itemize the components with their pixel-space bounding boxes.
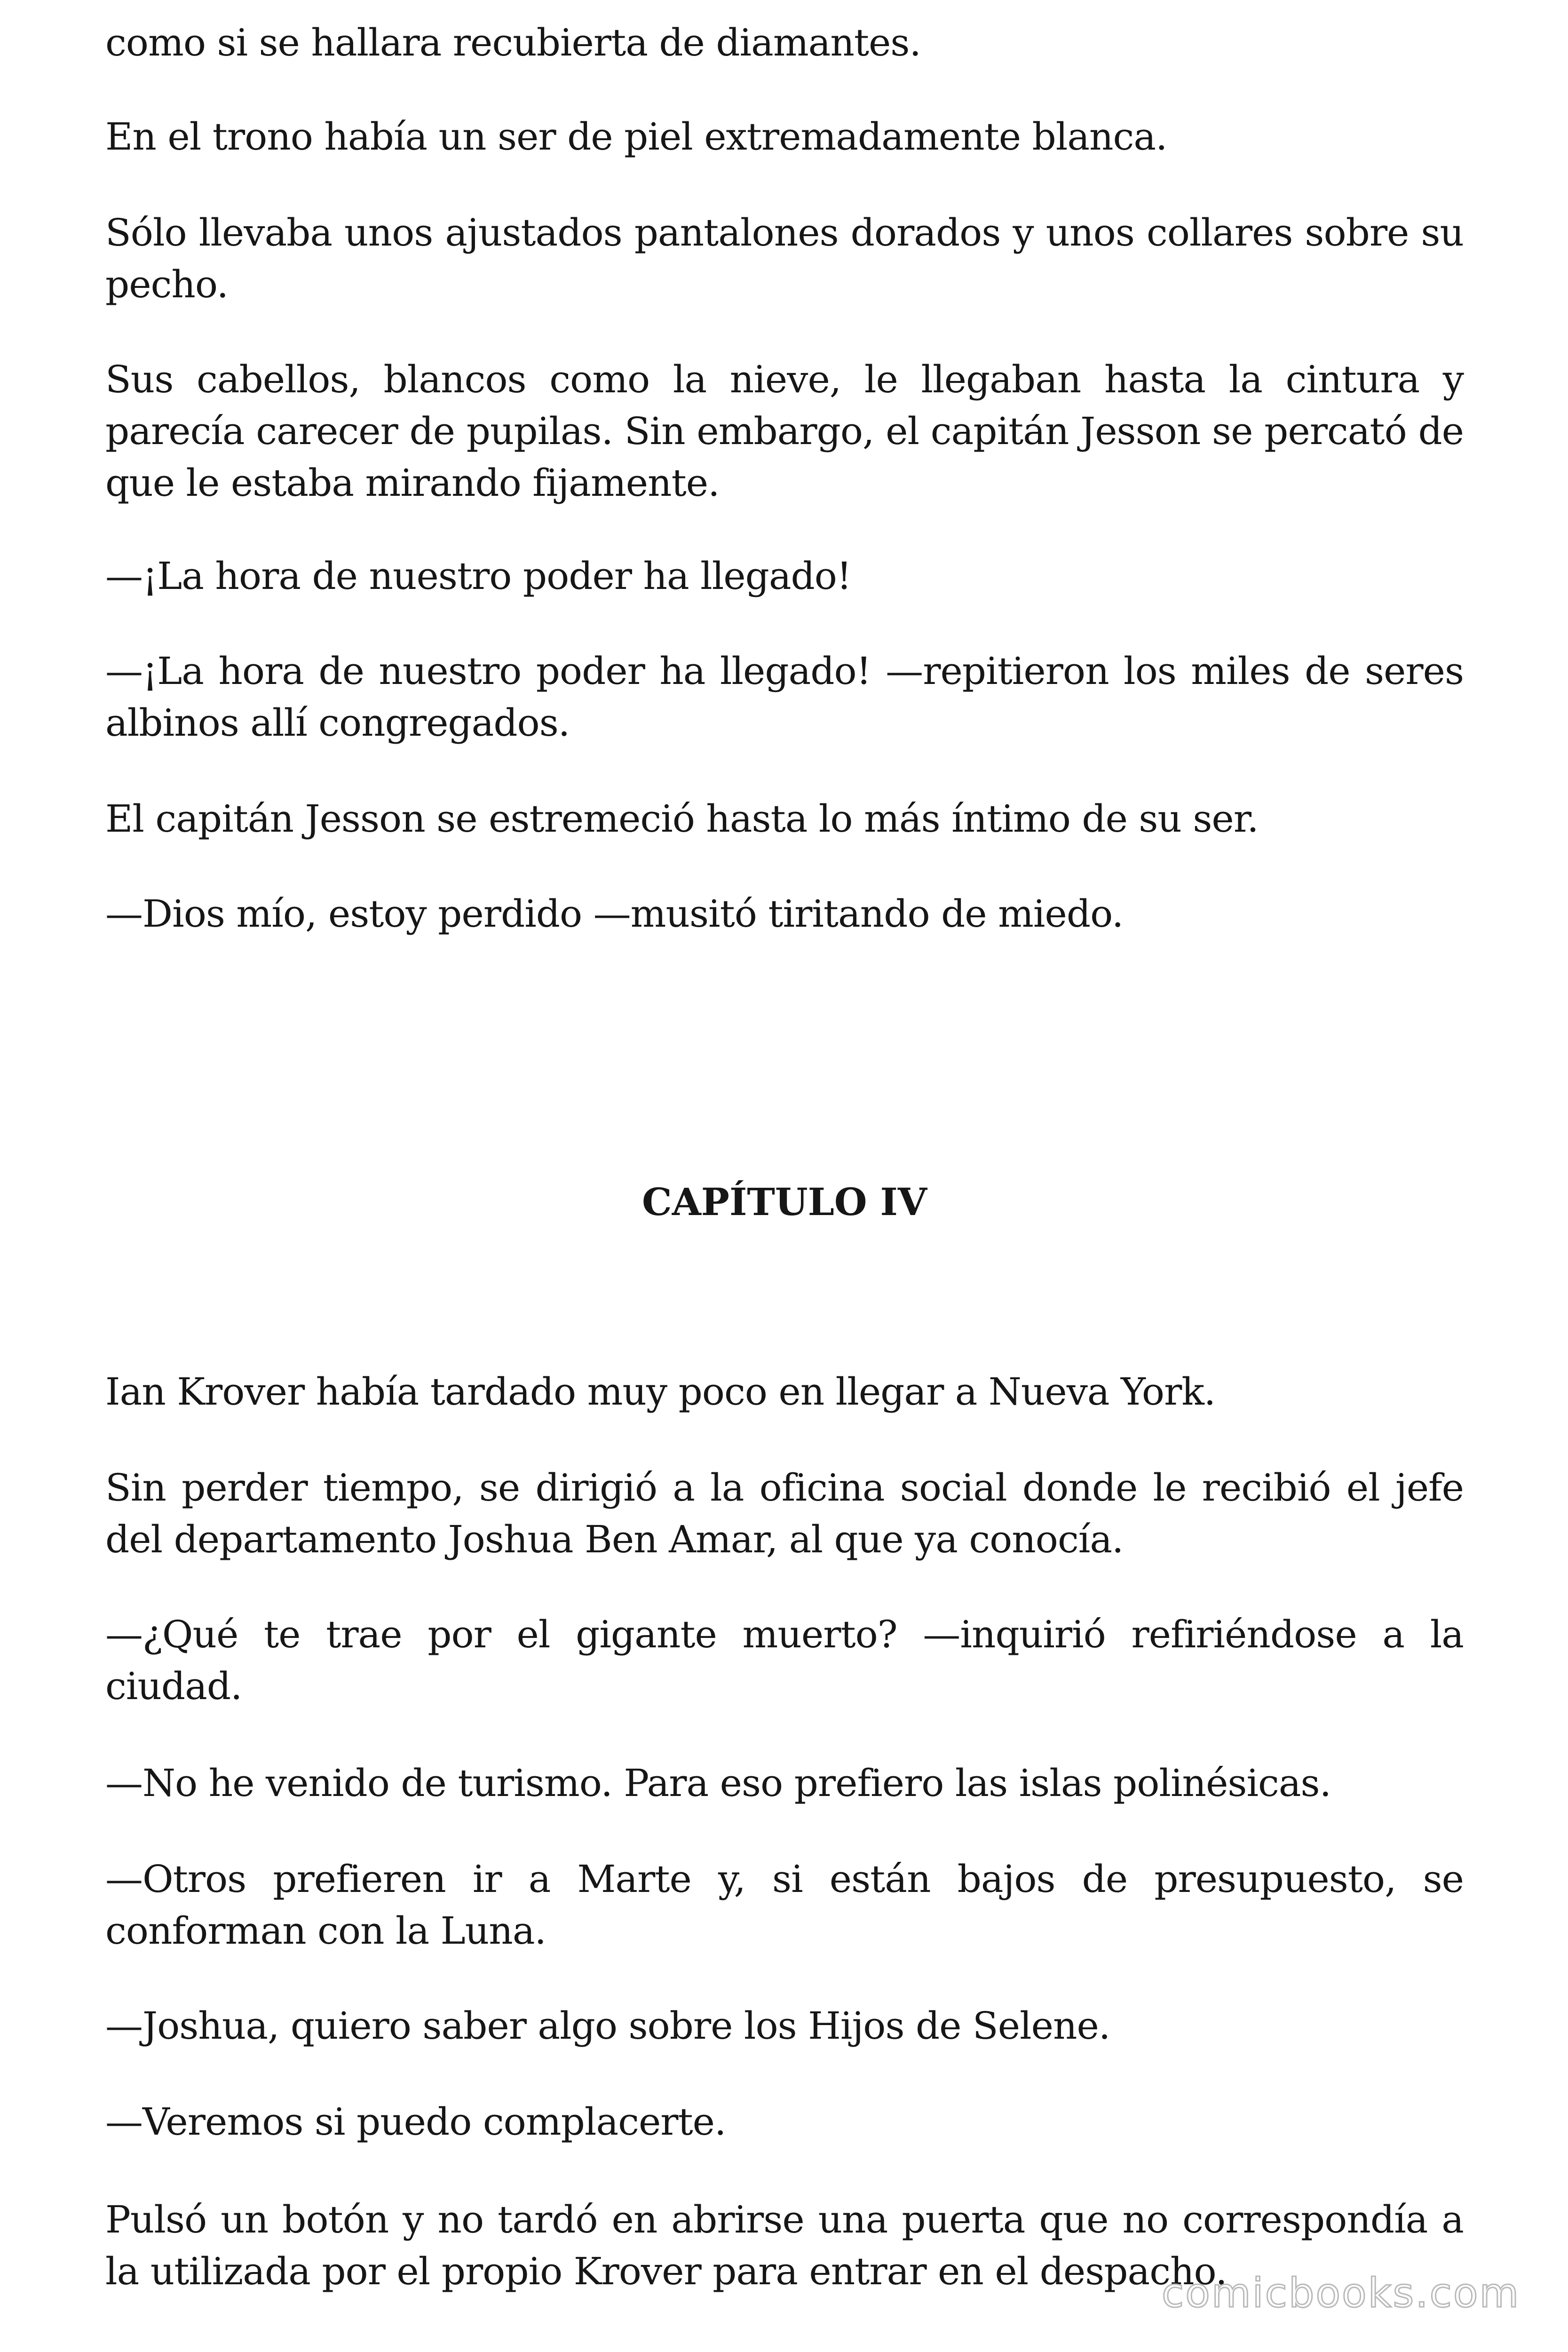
paragraph: como si se hallara recubierta de diamantes. xyxy=(105,21,921,64)
paragraph: Sólo llevaba unos ajustados pantalones dorados y unos collares sobre su pecho. xyxy=(105,211,1464,306)
paragraph: El capitán Jesson se estremeció hasta lo más íntimo de su ser. xyxy=(105,797,1259,841)
paragraph: En el trono había un ser de piel extremadamente blanca. xyxy=(105,115,1167,159)
paragraph-dialogue: —Veremos si puedo complacerte. xyxy=(105,2100,726,2144)
paragraph: Pulsó un botón y no tardó en abrirse una puerta que no correspondía a la utilizada por el propio Krover para entrar en el despacho. xyxy=(105,2198,1464,2293)
paragraph-dialogue: —¡La hora de nuestro poder ha llegado! xyxy=(105,554,852,598)
paragraph-dialogue: —¡La hora de nuestro poder ha llegado! —repitieron los miles de seres albinos allí congregados. xyxy=(105,649,1464,745)
paragraph: Sin perder tiempo, se dirigió a la oficina social donde le recibió el jefe del departamento Joshua Ben Amar, al que ya conocía. xyxy=(105,1466,1464,1561)
paragraph: Ian Krover había tardado muy poco en llegar a Nueva York. xyxy=(105,1370,1216,1414)
paragraph-dialogue: —Dios mío, estoy perdido —musitó tiritando de miedo. xyxy=(105,892,1124,936)
paragraph: Sus cabellos, blancos como la nieve, le llegaban hasta la cintura y parecía carecer de pupilas. Sin embargo, el capitán Jesson se percató de que le estaba mirando fijamente. xyxy=(105,358,1464,505)
watermark-logo: comicbooks.com xyxy=(1162,2270,1520,2317)
paragraph-dialogue: —¿Qué te trae por el gigante muerto? —inquirió refiriéndose a la ciudad. xyxy=(105,1613,1464,1708)
paragraph-dialogue: —Otros prefieren ir a Marte y, si están bajos de presupuesto, se conforman con la Luna. xyxy=(105,1857,1464,1953)
paragraph-dialogue: —Joshua, quiero saber algo sobre los Hijos de Selene. xyxy=(105,2004,1110,2048)
chapter-title: CAPÍTULO IV xyxy=(642,1180,927,1224)
paragraph-dialogue: —No he venido de turismo. Para eso prefiero las islas polinésicas. xyxy=(105,1761,1331,1805)
